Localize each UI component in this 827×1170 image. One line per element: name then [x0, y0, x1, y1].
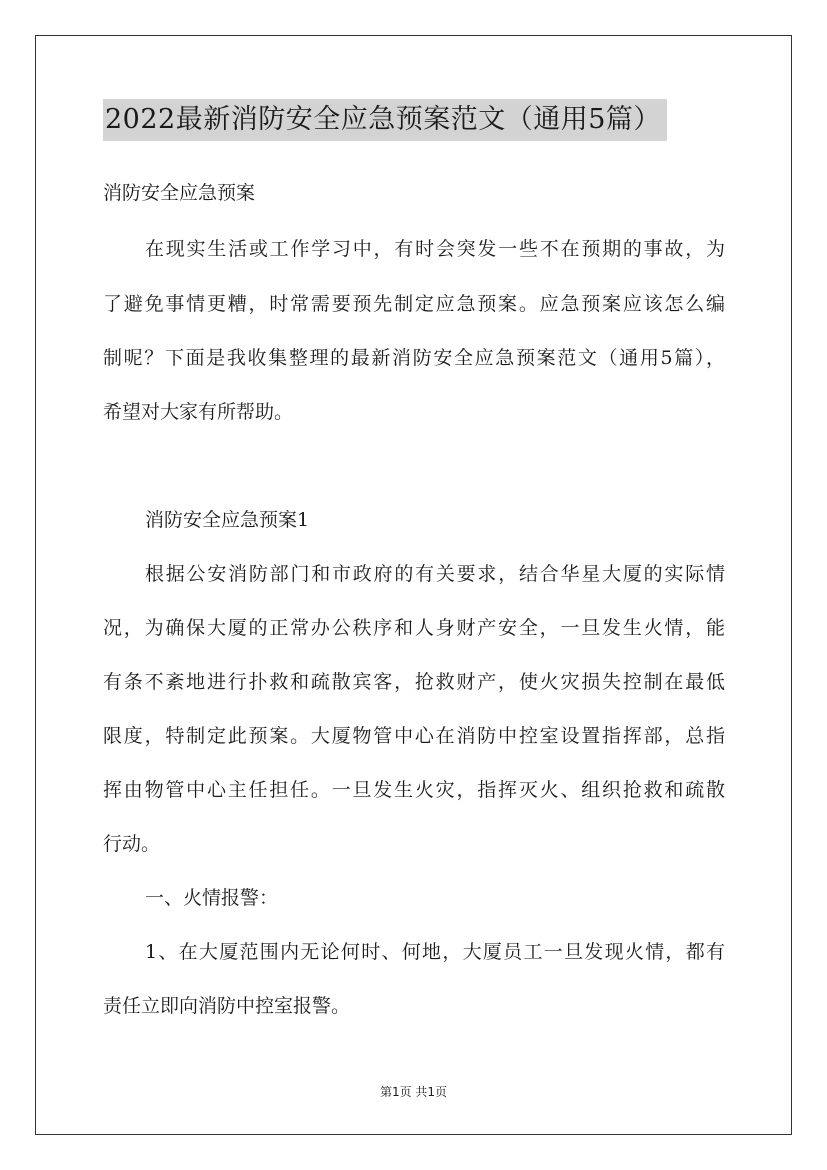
body-line-4: 限度，特制定此预案。大厦物管中心在消防中控室设置指挥部，总指: [103, 725, 725, 747]
intro-line-3: 制呢？下面是我收集整理的最新消防安全应急预案范文（通用5篇），: [103, 347, 725, 369]
intro-line-2: 了避免事情更糟，时常需要预先制定应急预案。应急预案应该怎么编: [103, 293, 725, 315]
body-line-6: 行动。: [103, 833, 161, 855]
item-line-2: 责任立即向消防中控室报警。: [103, 995, 351, 1017]
body-line-5: 挥由物管中心主任担任。一旦发生火灾，指挥灭火、组织抢救和疏散: [103, 779, 725, 801]
item-line-1: 1、在大厦范围内无论何时、何地，大厦员工一旦发现火情，都有: [145, 941, 725, 963]
item-heading: 一、火情报警：: [145, 887, 279, 909]
document-title: 2022最新消防安全应急预案范文（通用5篇）: [103, 99, 667, 141]
intro-line-1: 在现实生活或工作学习中，有时会突发一些不在预期的事故，为: [145, 238, 725, 260]
page-footer: 第1页 共1页: [379, 1085, 448, 1099]
section-heading: 消防安全应急预案1: [145, 509, 310, 531]
subtitle: 消防安全应急预案: [103, 182, 256, 204]
body-line-3: 有条不紊地进行扑救和疏散宾客，抢救财产，使火灾损失控制在最低: [103, 671, 725, 693]
body-line-2: 况，为确保大厦的正常办公秩序和人身财产安全，一旦发生火情，能: [103, 617, 725, 639]
body-line-1: 根据公安消防部门和市政府的有关要求，结合华星大厦的实际情: [145, 563, 725, 585]
intro-line-4: 希望对大家有所帮助。: [103, 401, 294, 423]
